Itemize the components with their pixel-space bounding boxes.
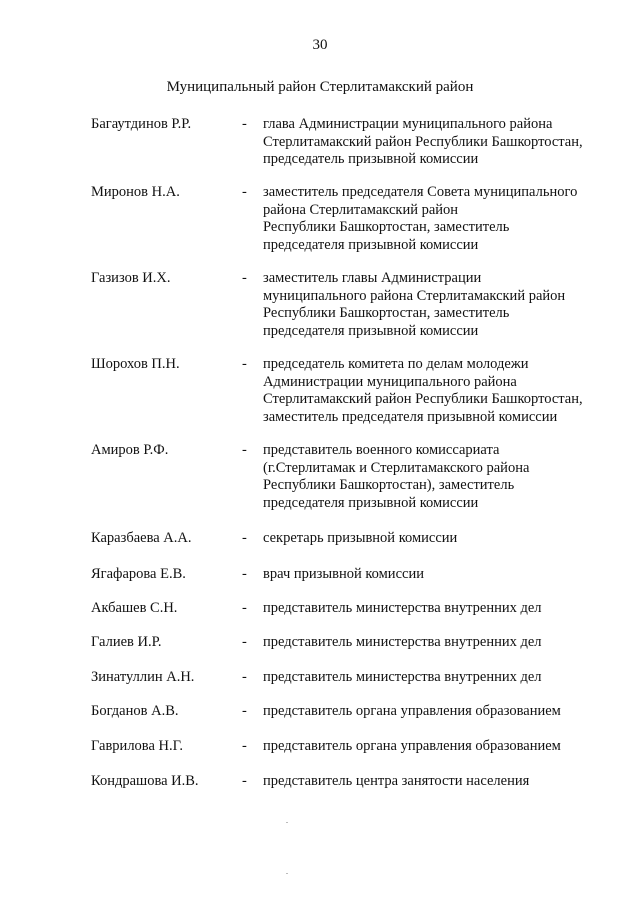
member-role — [263, 669, 608, 687]
member-role-line: председателя призывной комиссии — [263, 236, 479, 253]
member-role — [263, 703, 608, 721]
member-name: Гаврилова Н.Г. — [91, 738, 183, 754]
dash-separator: - — [242, 442, 247, 458]
dash-separator: - — [242, 773, 247, 789]
member-role — [263, 116, 608, 169]
member-role-line: Стерлитамакский район Республики Башкортостан, — [263, 391, 583, 407]
member-role — [263, 600, 608, 618]
member-name: Миронов Н.А. — [91, 184, 180, 200]
member-role — [263, 356, 608, 426]
member-role-line: представитель органа управления образованием — [263, 703, 561, 719]
member-name: Зинатуллин А.Н. — [91, 669, 195, 685]
scan-speck — [286, 822, 288, 823]
member-role — [263, 738, 608, 756]
member-role-line: Республики Башкортостан), заместитель — [263, 477, 515, 493]
page-number: 30 — [312, 37, 328, 53]
dash-separator: - — [242, 600, 247, 616]
member-role — [263, 530, 608, 548]
member-role — [263, 773, 608, 791]
member-role — [263, 270, 608, 340]
member-name: Галиев И.Р. — [91, 634, 162, 650]
member-role — [263, 634, 608, 652]
member-role-line: представитель министерства внутренних дел — [263, 600, 542, 616]
dash-separator: - — [242, 669, 247, 685]
member-role-line: (г.Стерлитамак и Стерлитамакского района — [263, 459, 530, 476]
dash-separator: - — [242, 566, 247, 582]
dash-separator: - — [242, 184, 247, 200]
member-name: Амиров Р.Ф. — [91, 442, 169, 458]
dash-separator: - — [242, 703, 247, 719]
member-name: Газизов И.Х. — [91, 270, 171, 286]
member-role-line: Республики Башкортостан, заместитель — [263, 305, 510, 321]
member-name: Богданов А.В. — [91, 703, 179, 719]
member-role-line: глава Администрации муниципального района — [263, 116, 553, 132]
member-role-line: района Стерлитамакский район — [263, 201, 459, 218]
dash-separator: - — [242, 634, 247, 650]
member-name: Акбашев С.Н. — [91, 600, 178, 616]
member-role — [263, 442, 608, 512]
member-role-line: Стерлитамакский район Республики Башкортостан, — [263, 133, 583, 150]
section-title: Муниципальный район Стерлитамакский район — [166, 79, 474, 95]
member-role-line: врач призывной комиссии — [263, 566, 424, 582]
member-role-line: заместитель председателя Совета муниципального — [263, 184, 578, 200]
member-role-line: представитель органа управления образованием — [263, 738, 561, 754]
member-role-line: представитель военного комиссариата — [263, 442, 500, 458]
member-name: Каразбаева А.А. — [91, 530, 192, 546]
member-role-line: председатель комитета по делам молодежи — [263, 356, 529, 372]
member-role-line: Администрации муниципального района — [263, 373, 517, 390]
scan-speck — [286, 873, 288, 874]
member-name: Багаутдинов Р.Р. — [91, 116, 192, 132]
member-role — [263, 184, 608, 254]
member-role-line: муниципального района Стерлитамакский район — [263, 287, 566, 304]
dash-separator: - — [242, 270, 247, 286]
member-role-line: председатель призывной комиссии — [263, 151, 479, 167]
dash-separator: - — [242, 738, 247, 754]
member-role — [263, 566, 608, 584]
member-role-line: представитель центра занятости населения — [263, 773, 530, 789]
member-role-line: председателя призывной комиссии — [263, 322, 479, 339]
dash-separator: - — [242, 356, 247, 372]
member-name: Шорохов П.Н. — [91, 356, 180, 372]
member-name: Ягафарова Е.В. — [91, 566, 186, 582]
dash-separator: - — [242, 530, 247, 546]
member-role-line: представитель министерства внутренних дел — [263, 669, 542, 685]
member-role-line: Республики Башкортостан, заместитель — [263, 219, 510, 235]
member-role-line: заместитель главы Администрации — [263, 270, 482, 286]
member-name: Кондрашова И.В. — [91, 773, 199, 789]
member-role-line: секретарь призывной комиссии — [263, 530, 458, 546]
member-role-line: представитель министерства внутренних дел — [263, 634, 542, 650]
member-role-line: заместитель председателя призывной комиссии — [263, 408, 558, 425]
member-role-line: председателя призывной комиссии — [263, 494, 479, 511]
dash-separator: - — [242, 116, 247, 132]
